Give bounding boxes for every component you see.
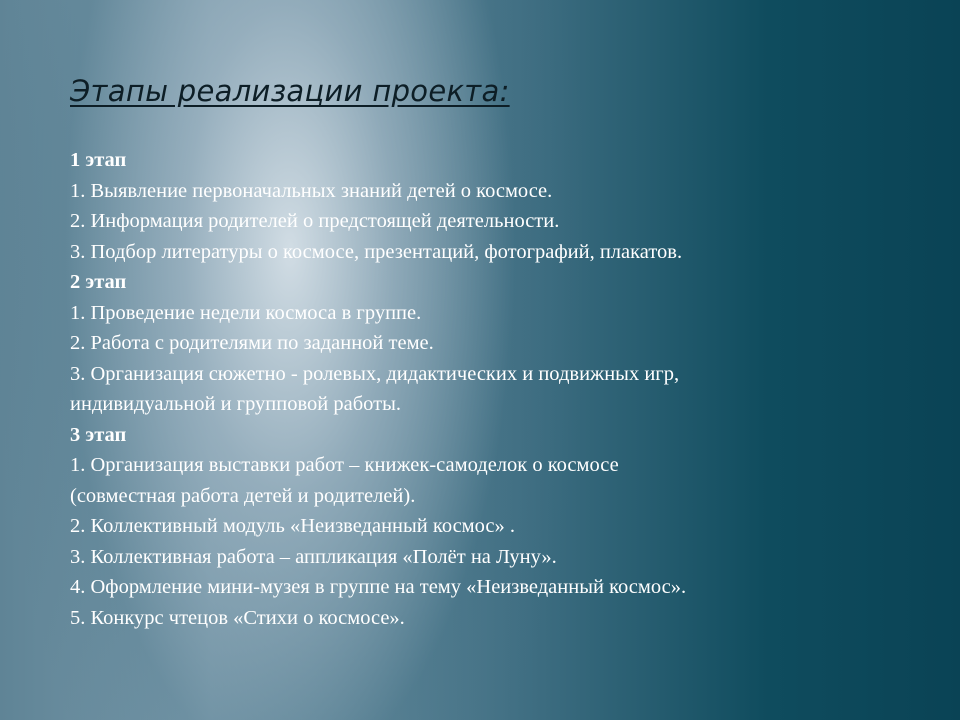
- list-item: 3. Коллективная работа – аппликация «Полёт на Луну».: [70, 545, 557, 568]
- list-item: 2. Информация родителей о предстоящей деятельности.: [70, 210, 560, 232]
- list-item: 1. Организация выставки работ – книжек-самоделок о космосе: [70, 454, 619, 476]
- list-item: 1. Выявление первоначальных знаний детей о космосе.: [70, 179, 553, 202]
- stage-heading: 3 этап: [70, 423, 127, 446]
- list-item: 4. Оформление мини-музея в группе на тему «Неизведанный космос».: [70, 576, 687, 598]
- list-item: 2. Коллективный модуль «Неизведанный космос» .: [70, 515, 516, 537]
- slide-body: [70, 145, 930, 633]
- list-item: 3. Подбор литературы о космосе, презентаций, фотографий, плакатов.: [70, 240, 683, 263]
- list-item: 5. Конкурс чтецов «Стихи о космосе».: [70, 606, 405, 629]
- list-item: 1. Проведение недели космоса в группе.: [70, 301, 422, 324]
- stage-heading: 1 этап: [70, 149, 127, 171]
- stage-heading: 2 этап: [70, 271, 127, 293]
- list-item: (совместная работа детей и родителей).: [70, 484, 416, 507]
- list-item: индивидуальной и групповой работы.: [70, 393, 402, 415]
- list-item: 3. Организация сюжетно - ролевых, дидактических и подвижных игр,: [70, 362, 680, 385]
- list-item: 2. Работа с родителями по заданной теме.: [70, 332, 434, 354]
- slide-title: Этапы реализации проекта:: [70, 74, 510, 108]
